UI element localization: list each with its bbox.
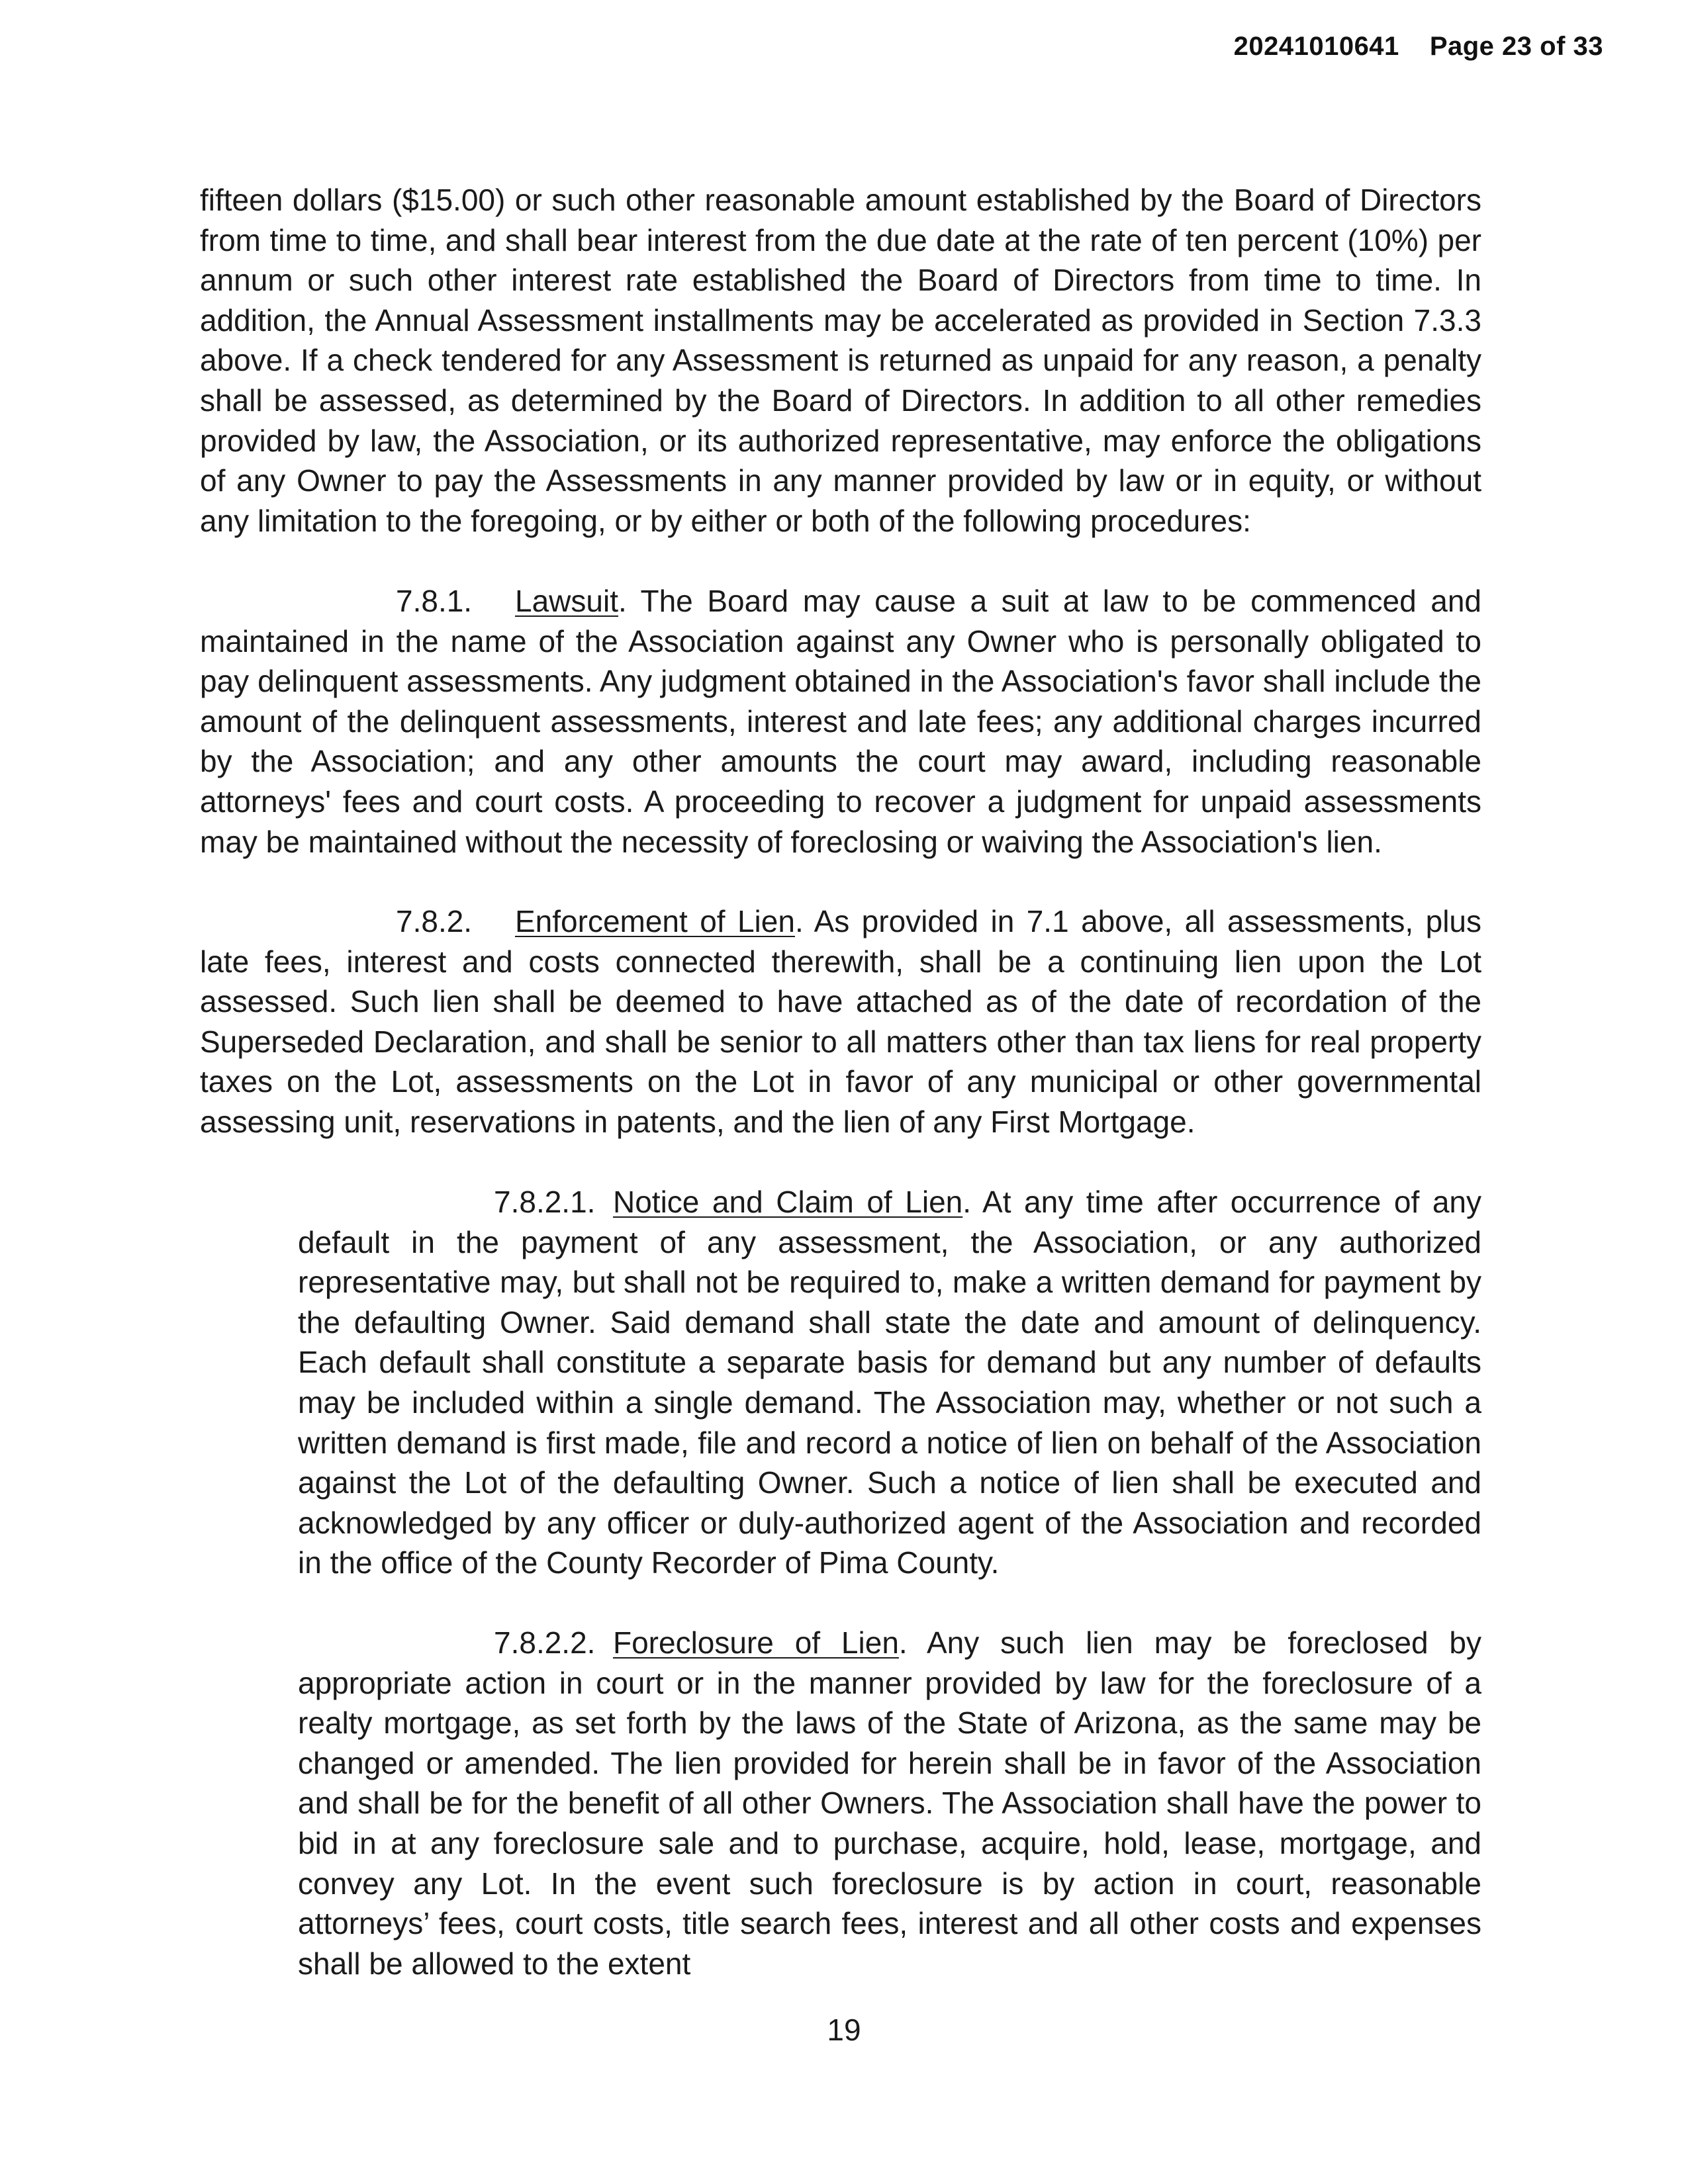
section-7-8-2-2-heading: Foreclosure of Lien — [613, 1625, 899, 1660]
section-7-8-1-number: 7.8.1. — [396, 584, 473, 618]
section-7-8-2-1-heading: Notice and Claim of Lien — [613, 1185, 963, 1219]
section-7-8-1-text: . The Board may cause a suit at law to be commenced and maintained in the name of the Association against any Owner who is personally obligated to pay delinquent assessments. Any judgment obtained in the Association's favor shall include the amount of the delinquent assessments, interest and late fees; any additional charges incurred by the Association; and any other amounts the court may award, including reasonable attorneys' fees and court costs. A proceeding to recover a judgment for unpaid assessments may be maintained without the necessity of foreclosing or waiving the Association's lien. — [200, 584, 1481, 859]
section-7-8-1-paragraph — [200, 581, 1481, 862]
intro-paragraph: fifteen dollars ($15.00) or such other reasonable amount established by the Board of Directors from time to time, and shall bear interest from the due date at the rate of ten percent (10%) per annum or such other interest rate established the Board of Directors from time to time. In addition, the Annual Assessment installments may be accelerated as provided in Section 7.3.3 above. If a check tendered for any Assessment is returned as unpaid for any reason, a penalty shall be assessed, as determined by the Board of Directors. In addition to all other remedies provided by law, the Association, or its authorized representative, may enforce the obligations of any Owner to pay the Assessments in any manner provided by law or in equity, or without any limitation to the foregoing, or by either or both of the following procedures: — [200, 183, 1481, 538]
section-7-8-2-number: 7.8.2. — [396, 904, 473, 938]
section-7-8-1 — [200, 581, 1481, 862]
section-7-8-1-heading: Lawsuit — [515, 584, 618, 618]
main-text-block — [200, 180, 1481, 541]
section-7-8-2-1-text: . At any time after occurrence of any default in the payment of any assessment, the Association, or any authorized representative may, but shall not be required to, make a written demand for payment by the defaulting Owner. Said demand shall state the date and amount of delinquency. Each default shall constitute a separate basis for demand but any number of defaults may be included within a single demand. The Association may, whether or not such a written demand is first made, file and record a notice of lien on behalf of the Association against the Lot of the defaulting Owner. Such a notice of lien shall be executed and acknowledged by any officer or duly-authorized agent of the Association and recorded in the office of the County Recorder of Pima County. — [298, 1185, 1481, 1580]
page-count-label: Page 23 of 33 — [1429, 32, 1603, 61]
section-7-8-2-1 — [298, 1182, 1481, 1583]
document-number: 20241010641 — [1233, 32, 1399, 61]
section-7-8-2-1-paragraph — [298, 1182, 1481, 1583]
section-7-8-2-2-paragraph — [298, 1623, 1481, 1983]
recording-header — [1234, 32, 1603, 62]
section-7-8-2-2-number: 7.8.2.2. — [494, 1625, 596, 1660]
section-7-8-2-2 — [298, 1623, 1481, 1983]
section-7-8-2-paragraph — [200, 901, 1481, 1142]
section-7-8-2 — [200, 901, 1481, 1142]
page-number: 19 — [827, 2013, 861, 2047]
section-7-8-2-text: . As provided in 7.1 above, all assessments, plus late fees, interest and costs connected therewith, shall be a continuing lien upon the Lot assessed. Such lien shall be deemed to have attached as of the date of recordation of the Superseded Declaration, and shall be senior to all matters other than tax liens for real property taxes on the Lot, assessments on the Lot in favor of any municipal or other governmental assessing unit, reservations in patents, and the lien of any First Mortgage. — [200, 904, 1481, 1139]
section-7-8-2-2-text: . Any such lien may be foreclosed by appropriate action in court or in the manner provided by law for the foreclosure of a realty mortgage, as set forth by the laws of the State of Arizona, as the same may be changed or amended. The lien provided for herein shall be in favor of the Association and shall be for the benefit of all other Owners. The Association shall have the power to bid in at any foreclosure sale and to purchase, acquire, hold, lease, mortgage, and convey any Lot. In the event such foreclosure is by action in court, reasonable attorneys’ fees, court costs, title search fees, interest and all other costs and expenses shall be allowed to the extent — [298, 1625, 1482, 1981]
section-7-8-2-1-number: 7.8.2.1. — [494, 1185, 596, 1219]
section-7-8-2-heading: Enforcement of Lien — [515, 904, 795, 938]
